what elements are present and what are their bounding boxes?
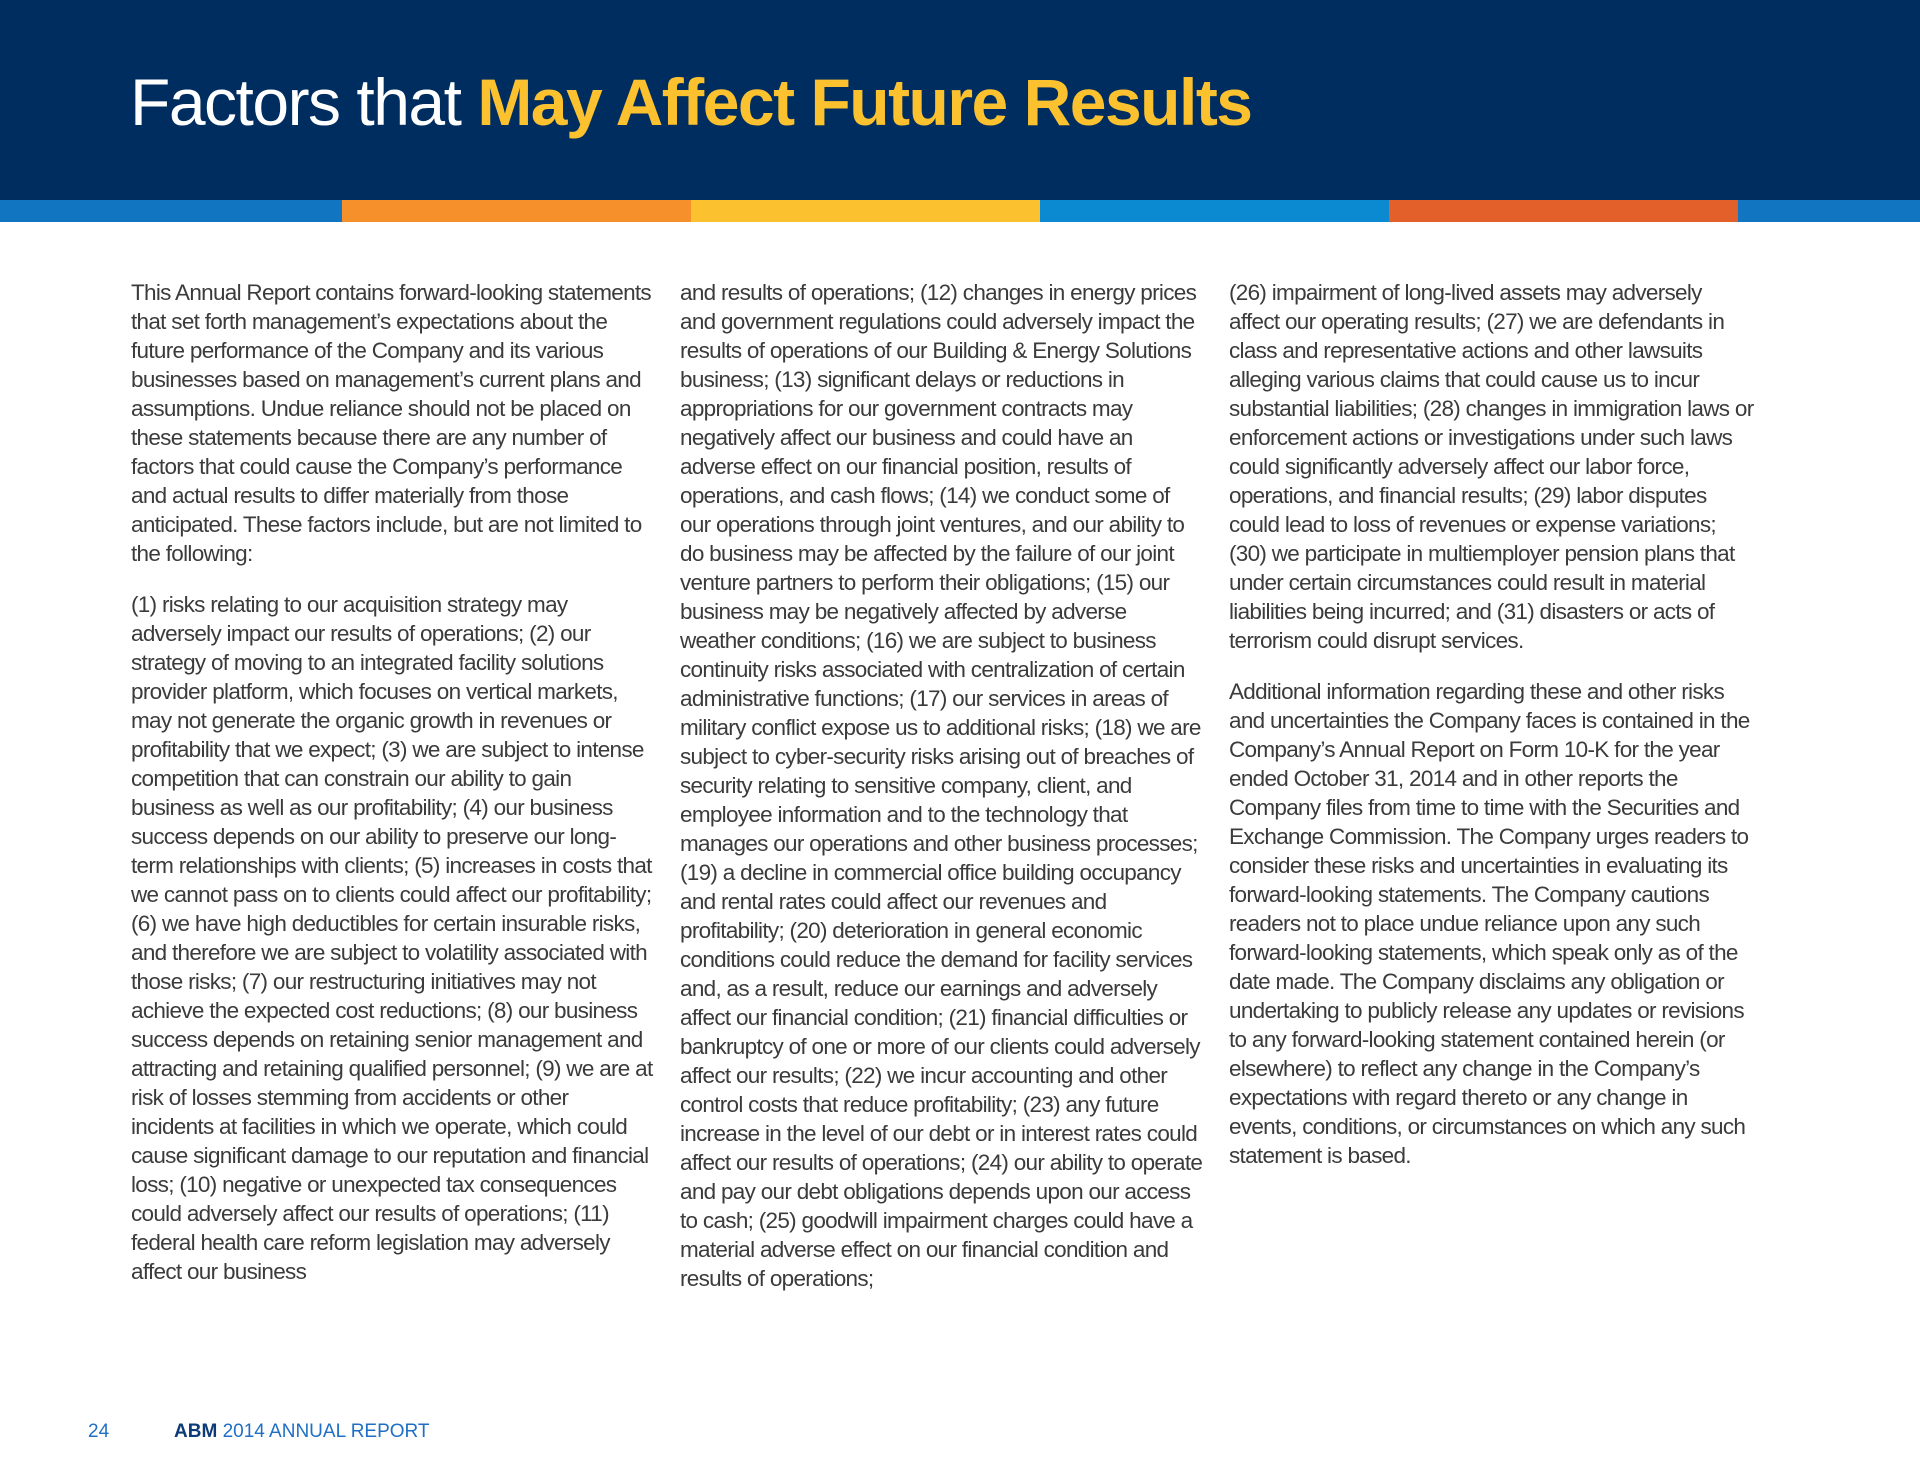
title-highlight-text: May Affect Future Results xyxy=(477,65,1252,139)
color-stripe-blue-end xyxy=(1738,200,1920,222)
footer-report-title xyxy=(174,1421,430,1443)
risk-factors-paragraph-2: and results of operations; (12) changes in energy prices and government regulations could adversely impact the results of operations of our Building & Energy Solutions business; (13) significant delays or reductions in appropriations for our government contracts may negatively affect our business and could have an adverse effect on our financial position, results of operations, and cash flows; (14) we conduct some of our operations through joint ventures, and our ability to do business may be affected by the failure of our joint venture partners to perform their obligations; (15) our business may be negatively affected by adverse weather conditions; (16) we are subject to business continuity risks associated with centralization of certain administrative functions; (17) our services in areas of military conflict expose us to additional risks; (18) we are subject to cyber-security risks arising out of breaches of security relating to sensitive company, client, and employee information and to the technology that manages our operations and other business processes; (19) a decline in commercial office building occupancy and rental rates could affect our revenues and profitability; (20) deterioration in general economic conditions could reduce the demand for facility services and, as a result, reduce our earnings and adversely affect our financial condition; (21) financial difficulties or bankruptcy of one or more of our clients could adversely affect our results; (22) we incur accounting and other control costs that reduce profitability; (23) any future increase in the level of our debt or in interest rates could affect our results of operations; (24) our ability to operate and pay our debt obligations depends upon our access to cash; (25) goodwill impairment charges could have a material adverse effect on our financial condition and results of operations; xyxy=(680,280,1203,1291)
risk-factors-paragraph-3: (26) impairment of long-lived assets may adversely affect our operating results; (27) we are defendants in class and representative actions and other lawsuits alleging various claims that could cause us to incur substantial liabilities; (28) changes in immigration laws or enforcement actions or investigations under such laws could significantly adversely affect our labor force, operations, and financial results; (29) labor disputes could lead to loss of revenues or expense variations; (30) we participate in multiemployer pension plans that under certain circumstances could result in material liabilities being incurred; and (31) disasters or acts of terrorism could disrupt services. xyxy=(1229,280,1754,653)
page-number: 24 xyxy=(88,1421,110,1442)
text-column-2 xyxy=(680,278,1205,1315)
color-stripe-red-orange xyxy=(1389,200,1738,222)
color-stripe-blue xyxy=(0,200,342,222)
color-stripe-sky xyxy=(1040,200,1389,222)
color-stripe-orange xyxy=(342,200,691,222)
additional-info-paragraph: Additional information regarding these and other risks and uncertainties the Company faces is contained in the Company’s Annual Report on Form 10-K for the year ended October 31, 2014 and in other reports the Company files from time to time with the Securities and Exchange Commission. The Company urges readers to consider these risks and uncertainties in evaluating its forward-looking statements. The Company cautions readers not to place undue reliance upon any such forward-looking statements, which speak only as of the date made. The Company disclaims any obligation or undertaking to publicly release any updates or revisions to any forward-looking statement contained herein (or elsewhere) to reflect any change in the Company’s expectations with regard thereto or any change in events, conditions, or circumstances on which any such statement is based. xyxy=(1229,679,1750,1168)
text-column-3 xyxy=(1229,278,1754,1192)
page-title xyxy=(130,62,1252,142)
color-stripe-yellow xyxy=(691,200,1040,222)
footer-report-label: 2014 ANNUAL REPORT xyxy=(222,1421,430,1442)
footer-brand: ABM xyxy=(174,1421,218,1442)
text-column-1 xyxy=(131,278,656,1308)
title-light-text: Factors that xyxy=(130,65,461,139)
intro-paragraph: This Annual Report contains forward-looking statements that set forth management’s expectations about the future performance of the Company and its various businesses based on management’s current plans and assumptions. Undue reliance should not be placed on these statements because there are any number of factors that could cause the Company’s performance and actual results to differ materially from those anticipated. These factors include, but are not limited to the following: xyxy=(131,280,651,566)
page-header xyxy=(0,0,1920,200)
risk-factors-paragraph-1: (1) risks relating to our acquisition strategy may adversely impact our results of operations; (2) our strategy of moving to an integrated facility solutions provider platform, which focuses on vertical markets, may not generate the organic growth in revenues or profitability that we expect; (3) we are subject to intense competition that can constrain our ability to gain business as well as our profitability; (4) our business success depends on our ability to preserve our long-term relationships with clients; (5) increases in costs that we cannot pass on to clients could affect our profitability; (6) we have high deductibles for certain insurable risks, and therefore we are subject to volatility associated with those risks; (7) our restructuring initiatives may not achieve the expected cost reductions; (8) our business success depends on retaining senior management and attracting and retaining qualified personnel; (9) we are at risk of losses stemming from accidents or other incidents at facilities in which we operate, which could cause significant damage to our reputation and financial loss; (10) negative or unexpected tax consequences could adversely affect our results of operations; (11) federal health care reform legislation may adversely affect our business xyxy=(131,592,653,1284)
